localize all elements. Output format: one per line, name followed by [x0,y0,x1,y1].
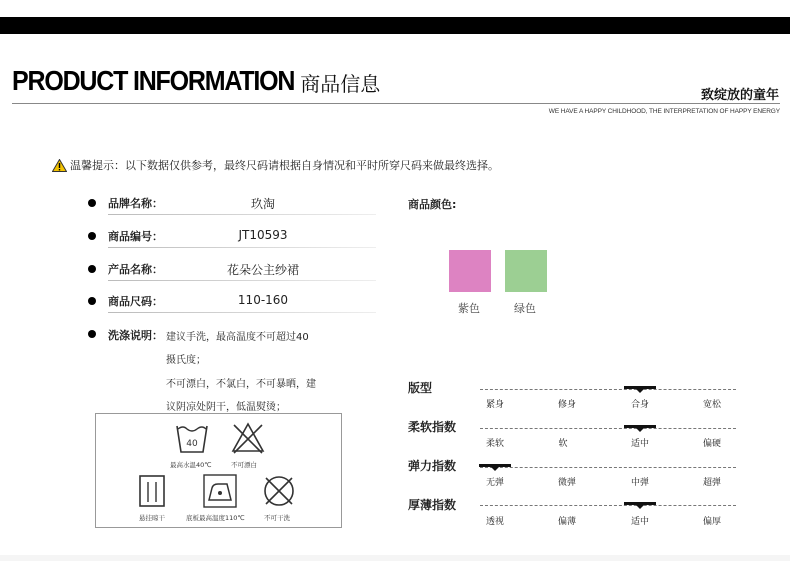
color-swatch-green[interactable] [505,250,547,292]
bullet-icon [88,330,96,338]
row-divider [108,247,376,248]
header-divider [12,103,780,104]
scale-option: 偏薄 [557,517,576,527]
bullet-icon [88,265,96,273]
scale-option: 紧身 [485,400,504,410]
scale-option: 适中 [630,517,649,527]
row-divider [108,214,376,215]
header-subtitle: WE HAVE A HAPPY CHILDHOOD, THE INTERPRETATION OF HAPPY ENERGY [548,108,780,115]
detail-value: 110-160 [237,293,289,307]
scale-line [480,467,736,468]
color-name: 紫色 [458,302,480,315]
wash-line: 摄氏度； [166,355,206,366]
scale-line [480,505,736,506]
care-caption: 最高水温40℃ [170,461,212,469]
care-caption: 悬挂晾干 [139,514,165,522]
bullet-icon [88,232,96,240]
scale-marker [624,386,656,389]
iron-110-icon [203,474,237,508]
scale-option: 合身 [630,400,649,410]
scale-line [480,428,736,429]
top-banner-bar [0,17,790,34]
title-english: PRODUCT INFORMATION [12,65,295,97]
warning-icon [52,159,67,172]
scale-option: 透视 [485,517,504,527]
scale-marker [624,502,656,505]
detail-value: JT10593 [238,228,288,242]
scale-option: 偏厚 [702,517,721,527]
detail-value: 玖淘 [250,197,275,211]
row-divider [108,280,376,281]
scale-title-thickness: 厚薄指数 [408,498,457,512]
notice-text: 温馨提示：以下数据仅供参考，最终尺码请根据自身情况和平时所穿尺码来做最终选择。 [70,159,499,172]
care-caption: 底板最高温度110℃ [186,514,245,522]
wash-40-icon [174,420,210,456]
scale-title-fit: 版型 [408,381,433,395]
detail-label: 品牌名称： [108,197,163,210]
wash-line: 议阴凉处阴干，低温熨烫； [166,402,286,413]
detail-row-size [88,292,378,314]
scale-option: 超弹 [702,478,721,488]
no-dry-clean-icon [262,474,296,508]
color-name: 绿色 [514,302,536,315]
care-symbols-panel [95,413,342,528]
scale-option: 偏硬 [702,439,721,449]
scale-option: 无弹 [485,478,504,488]
color-section-title: 商品颜色: [408,198,457,211]
wash-label: 洗涤说明： [108,329,163,342]
notice [52,157,499,173]
scale-title-elasticity: 弹力指数 [408,459,457,473]
bullet-icon [88,297,96,305]
scale-option: 适中 [630,439,649,449]
scale-option: 修身 [557,400,576,410]
scale-title-softness: 柔软指数 [408,420,457,434]
scale-option: 宽松 [702,400,721,410]
section-title [12,65,381,102]
scale-option: 柔软 [485,439,504,449]
care-caption: 不可干洗 [264,514,290,522]
color-swatch-purple[interactable] [449,250,491,292]
scale-marker [624,425,656,428]
wash-line: 不可漂白，不氯白，不可暴晒，建 [166,379,316,390]
no-bleach-icon [230,420,266,456]
bottom-strip [0,555,790,561]
detail-label: 产品名称： [108,263,163,276]
detail-row-code [88,227,378,249]
wash-line: 建议手洗，最高温度不可超过40 [166,332,309,343]
scale-line [480,389,736,390]
detail-label: 商品编号： [108,230,163,243]
wash-bullet [88,325,108,347]
scale-option: 微弹 [557,478,576,488]
wash-temp: 40 [186,439,198,449]
scale-option: 软 [558,439,568,449]
title-chinese: 商品信息 [300,72,381,96]
care-caption: 不可漂白 [231,461,257,469]
scale-option: 中弹 [630,478,649,488]
row-divider [108,312,376,313]
detail-row-brand [88,194,378,216]
bullet-icon [88,199,96,207]
detail-label: 商品尺码： [108,295,163,308]
detail-value: 花朵公主纱裙 [226,263,299,277]
hang-dry-icon [138,474,166,508]
detail-row-name [88,260,378,282]
brand-slogan: 致绽放的童年 [700,88,779,103]
scale-marker [479,464,511,467]
